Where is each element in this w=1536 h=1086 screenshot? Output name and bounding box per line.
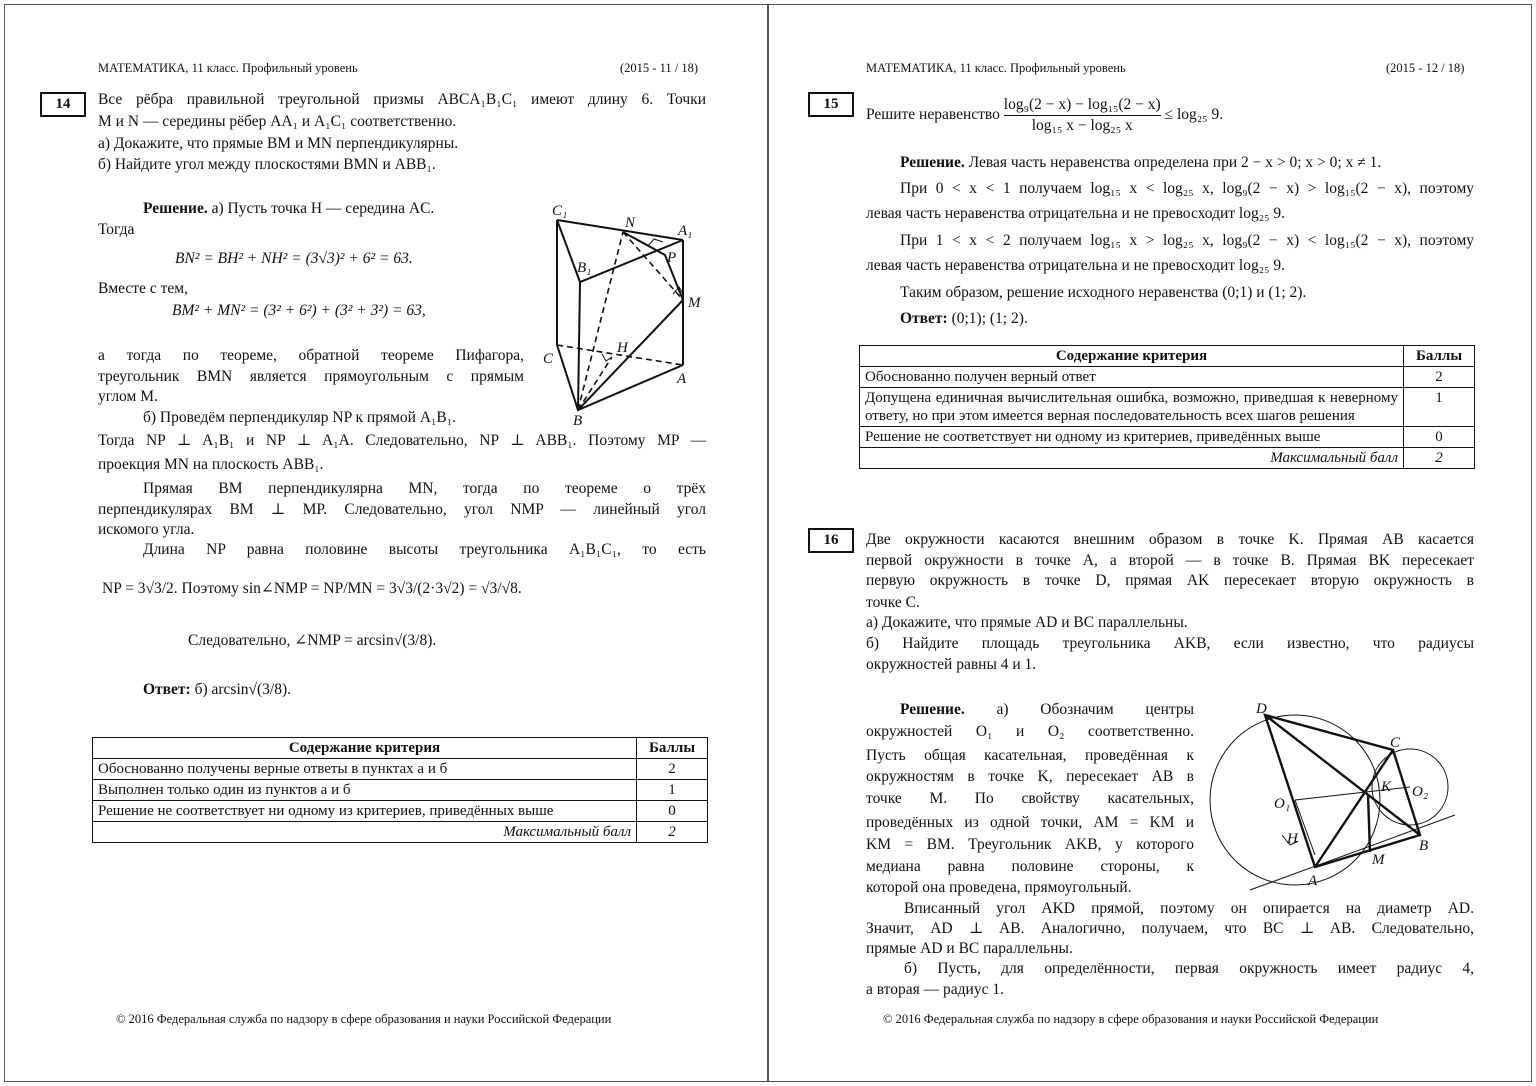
task-text: Две окружности касаются внешним образом в точке K. Прямая AB касается (866, 531, 1474, 548)
solution-text: б) Проведём перпендикуляр NP к прямой A₁B₁. (143, 409, 457, 426)
answer-text: (0;1); (1; 2). (951, 310, 1028, 327)
table-header: Содержание критерия (860, 346, 1404, 367)
solution-text: Тогда (98, 221, 135, 238)
figure-label: B₁ (577, 260, 592, 276)
solution-text: левая часть неравенства отрицательна и не превосходит log₂₅ 9. (866, 205, 1286, 222)
task-number-16: 16 (808, 528, 854, 553)
solution-text: окружностям в точке K, пересекает AB в (866, 768, 1194, 785)
table-row (93, 822, 708, 843)
table-row (860, 367, 1475, 388)
solution-text: точке M. По свойству касательных, (866, 790, 1194, 807)
figure-label: M (688, 295, 701, 311)
score: 0 (1404, 427, 1475, 448)
table-row (860, 388, 1475, 427)
prism-figure (530, 195, 720, 430)
solution-line (143, 199, 434, 219)
solution-text: Таким образом, решение исходного неравенства (0;1) и (1; 2). (900, 284, 1307, 301)
criterion: Решение не соответствует ни одному из критериев, приведённых выше (93, 801, 637, 822)
solution-text: Прямая BM перпендикулярна MN, тогда по теореме о трёх (143, 480, 706, 497)
numerator: log₉(2 − x) − log₁₅(2 − x) (1003, 96, 1161, 113)
solution-text: Вместе с тем, (98, 280, 188, 297)
solution-label: Решение. (143, 200, 208, 217)
solution-text: Левая часть неравенства определена при 2 − x > 0; x > 0; x ≠ 1. (968, 154, 1382, 171)
solution-text: проведённых из одной точки, AM = KM и (866, 814, 1194, 831)
criteria-table (92, 737, 708, 843)
formula: BN² = BH² + NH² = (3√3)² + 6² = 63. (175, 250, 413, 267)
task-text: M и N — середины рёбер AA₁ и A₁C₁ соответственно. (98, 113, 457, 130)
table-header: Баллы (637, 738, 708, 759)
answer-label: Ответ: (143, 681, 191, 698)
figure-label: C₁ (552, 203, 568, 219)
solution-label: Решение. (900, 701, 965, 718)
max-score-label: Максимальный балл (93, 822, 637, 843)
solution-text: а тогда по теореме, обратной теореме Пифагора, (98, 347, 524, 364)
criterion: Допущена единичная вычислительная ошибка, возможно, приведшая к неверному ответу, но при этом имеется верная последовательность всех шагов решения (860, 388, 1404, 427)
solution-line (900, 153, 1381, 173)
solution-text: Длина NP равна половине высоты треугольника A₁B₁C₁, то есть (143, 541, 706, 558)
figure-label: C (1390, 735, 1401, 751)
solution-text: левая часть неравенства отрицательна и не превосходит log₂₅ 9. (866, 257, 1286, 274)
criterion: Обоснованно получен верный ответ (860, 367, 1404, 388)
solution-text: Тогда NP ⊥ A₁B₁ и NP ⊥ A₁A. Следовательно, NP ⊥ ABB₁. Поэтому MP — (98, 432, 706, 449)
score: 1 (637, 780, 708, 801)
table-row (93, 780, 708, 801)
header-page-number: (2015 - 11 / 18) (620, 61, 698, 75)
figure-label: A (1308, 873, 1318, 889)
task-text: б) Найдите угол между плоскостями BMN и ABB₁. (98, 156, 436, 173)
figure-label: B (1419, 838, 1429, 854)
score: 0 (637, 801, 708, 822)
solution-text: проекция MN на плоскость ABB₁. (98, 456, 324, 473)
figure-label: N (625, 215, 636, 231)
table-row (860, 448, 1475, 469)
figure-label: M (1372, 852, 1385, 868)
solution-text: Значит, AD ⊥ AB. Аналогично, получаем, что BC ⊥ AB. Следовательно, (866, 920, 1474, 937)
answer-text: б) arcsin√(3/8). (194, 681, 292, 698)
task-text: б) Найдите площадь треугольника AKB, если известно, что радиусы (866, 635, 1474, 652)
score: 1 (1404, 388, 1475, 427)
solution-text: б) Пусть, для определённости, первая окружность имеет радиус 4, (904, 960, 1474, 977)
figure-label: C (543, 351, 554, 367)
task-number-14: 14 (40, 92, 86, 117)
task-text: первой окружности в точке A, а второй — в точке B. Прямая BK пересекает (866, 552, 1474, 569)
formula: NP = 3√3/2. Поэтому sin∠NMP = NP/MN = 3√3/(2·3√2) = √3/√8. (102, 580, 522, 597)
figure-label: D (1256, 701, 1267, 717)
criterion: Обоснованно получены верные ответы в пунктах а и б (93, 759, 637, 780)
figure-label: B (573, 413, 583, 429)
table-row (860, 427, 1475, 448)
criterion: Решение не соответствует ни одному из критериев, приведённых выше (860, 427, 1404, 448)
solution-text: При 1 < x < 2 получаем log₁₅ x > log₂₅ x, log₉(2 − x) < log₁₅(2 − x), поэтому (900, 232, 1474, 249)
header-title: МАТЕМАТИКА, 11 класс. Профильный уровень (866, 61, 1126, 75)
table-header: Баллы (1404, 346, 1475, 367)
score: 2 (1404, 367, 1475, 388)
figure-label: O₂ (1412, 784, 1429, 800)
circles-figure (1200, 695, 1460, 900)
solution-text: углом M. (98, 388, 158, 405)
task-text: а) Докажите, что прямые AD и BC параллельны. (866, 614, 1188, 631)
solution-label: Решение. (900, 154, 965, 171)
max-score-label: Максимальный балл (860, 448, 1404, 469)
task-text: первую окружность в точке D, прямая AK пересекает вторую окружность в (866, 572, 1474, 589)
max-score: 2 (1404, 448, 1475, 469)
task-prompt: Решите неравенство (866, 106, 1000, 124)
figure-label: A (677, 371, 687, 387)
task-text: Все рёбра правильной треугольной призмы ABCA₁B₁C₁ имеют длину 6. Точки (98, 91, 706, 108)
formula: BM² + MN² = (3² + 6²) + (3² + 3²) = 63, (172, 302, 426, 319)
figure-label: H (1287, 831, 1298, 847)
solution-text: искомого угла. (98, 521, 195, 538)
answer-line (143, 680, 291, 700)
footer-copyright: © 2016 Федеральная служба по надзору в сфере образования и науки Российской Федерации (116, 1012, 612, 1026)
inequality-rhs: ≤ log₂₅ 9. (1164, 106, 1224, 124)
solution-line (900, 700, 1194, 720)
solution-text: медиана равна половине стороны, к (866, 858, 1194, 875)
solution-text: окружностей O₁ и O₂ соответственно. (866, 723, 1194, 740)
denominator: log₁₅ x − log₂₅ x (1004, 115, 1161, 136)
task-text: точке C. (866, 594, 920, 611)
figure-label: P (667, 250, 677, 266)
footer-copyright: © 2016 Федеральная служба по надзору в сфере образования и науки Российской Федерации (883, 1012, 1379, 1026)
table-row (93, 759, 708, 780)
solution-text: а) Пусть точка H — середина AC. (211, 200, 435, 217)
solution-text: которой она проведена, прямоугольный. (866, 879, 1132, 896)
fraction (1004, 95, 1161, 136)
formula: Следовательно, ∠NMP = arcsin√(3/8). (188, 632, 437, 649)
criteria-table (859, 345, 1475, 469)
header-title: МАТЕМАТИКА, 11 класс. Профильный уровень (98, 61, 358, 75)
task-text: окружностей равны 4 и 1. (866, 656, 1037, 673)
task-text: а) Докажите, что прямые BM и MN перпендикулярны. (98, 135, 459, 152)
solution-text: KM = BM. Треугольник AKB, у которого (866, 836, 1194, 853)
figure-label: K (1381, 779, 1392, 795)
solution-text: прямые AD и BC параллельны. (866, 940, 1073, 957)
table-row (93, 801, 708, 822)
figure-label: O₁ (1274, 796, 1291, 812)
task-number-15: 15 (808, 92, 854, 117)
solution-text: При 0 < x < 1 получаем log₁₅ x < log₂₅ x, log₉(2 − x) > log₁₅(2 − x), поэтому (900, 180, 1474, 197)
score: 2 (637, 759, 708, 780)
task-text (866, 95, 1223, 136)
solution-text: треугольник BMN является прямоугольным с прямым (98, 368, 524, 385)
header-page-number: (2015 - 12 / 18) (1386, 61, 1465, 75)
answer-line (900, 309, 1028, 329)
solution-text: а) Обозначим центры (996, 701, 1195, 718)
solution-text: перпендикулярах BM ⊥ MP. Следовательно, угол NMP — линейный угол (98, 501, 706, 518)
solution-text: а вторая — радиус 1. (866, 981, 1004, 998)
max-score: 2 (637, 822, 708, 843)
answer-label: Ответ: (900, 310, 948, 327)
table-header: Содержание критерия (93, 738, 637, 759)
figure-label: A₁ (678, 223, 693, 239)
figure-label: H (617, 340, 628, 356)
solution-text: Вписанный угол AKD прямой, поэтому он опирается на диаметр AD. (904, 900, 1474, 917)
solution-text: Пусть общая касательная, проведённая к (866, 747, 1194, 764)
criterion: Выполнен только один из пунктов а и б (93, 780, 637, 801)
